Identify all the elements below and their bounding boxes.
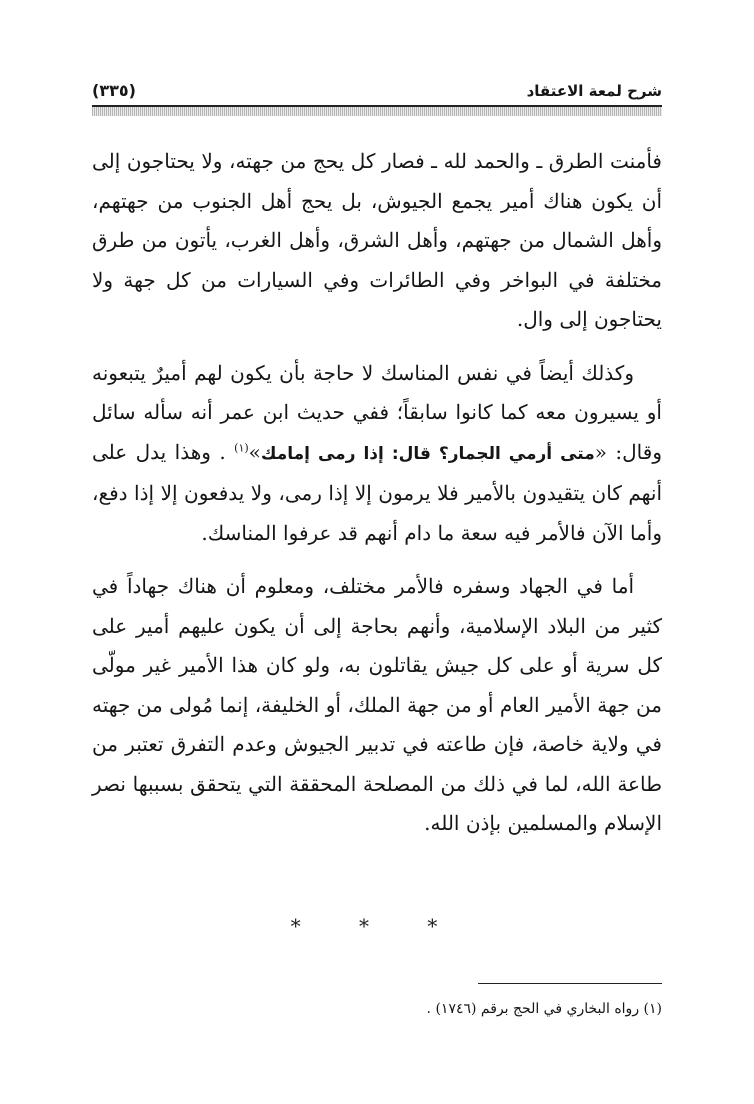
- paragraph-2-part-c: . وهذا يدل على أنهم كان يتقيدون بالأمير فلا يرمون إلا إذا رمى، ولا يدفعون إلا إذا دفع، وأما الآن فالأمر فيه سعة ما دام أنهم قد عرفوا المناسك.: [92, 439, 662, 545]
- running-header: [92, 72, 662, 100]
- asterisk-separator-icon: * * *: [290, 914, 464, 938]
- book-title: شرح لمعة الاعتقاد: [526, 82, 662, 100]
- footnote: (١) رواه البخاري في الحج برقم (١٧٤٦) .: [426, 1001, 662, 1017]
- paragraph-3: أما في الجهاد وسفره فالأمر مختلف، ومعلوم أن هناك جهاداً في كثير من البلاد الإسلامية، وأنهم بحاجة إلى أن يكون عليهم أمير على كل سرية أو على كل جيش يقاتلون به، ولو كان هذا الأمير غير مولّى من جهة الأمير العام أو من جهة الملك، أو الخليفة، إنما مُولى من جهته في ولاية خاصة، فإن طاعته في تدبير الجيوش وعدم التفرق تعتبر من طاعة الله، لما في ذلك من المصلحة المحققة التي يتحقق بسببها نصر الإسلام والمسلمين بإذن الله.: [92, 574, 662, 835]
- header-rule: [92, 105, 662, 116]
- page-number: (٣٣٥): [92, 81, 136, 100]
- paragraph-2-part-b: »: [248, 439, 261, 464]
- footnote-rule: [478, 983, 662, 984]
- hadith-quote: متى أرمي الجمار؟ قال: إذا رمى إمامك: [260, 443, 595, 464]
- paragraph-2-part-a: وكذلك أيضاً في نفس المناسك لا حاجة بأن يكون لهم أميرٌ يتبعونه أو يسيرون معه كما كانوا سابقاً؛ ففي حديث ابن عمر أنه سأله سائل وقال: «: [92, 360, 662, 464]
- paragraph-2: [92, 354, 662, 554]
- main-text: [92, 142, 662, 844]
- footnote-reference[interactable]: (١): [234, 440, 249, 454]
- paragraph-1: فأمنت الطرق ـ والحمد لله ـ فصار كل يحج من جهته، ولا يحتاجون إلى أن يكون هناك أمير يجمع الجيوش، بل يحج أهل الجنوب من جهتهم، وأهل الشمال من جهتهم، وأهل الشرق، وأهل الغرب، يأتون من طرق مختلفة في البواخر وفي الطائرات وفي السيارات من كل جهة ولا يحتاجون إلى وال.: [92, 149, 662, 331]
- section-separator: [0, 914, 754, 938]
